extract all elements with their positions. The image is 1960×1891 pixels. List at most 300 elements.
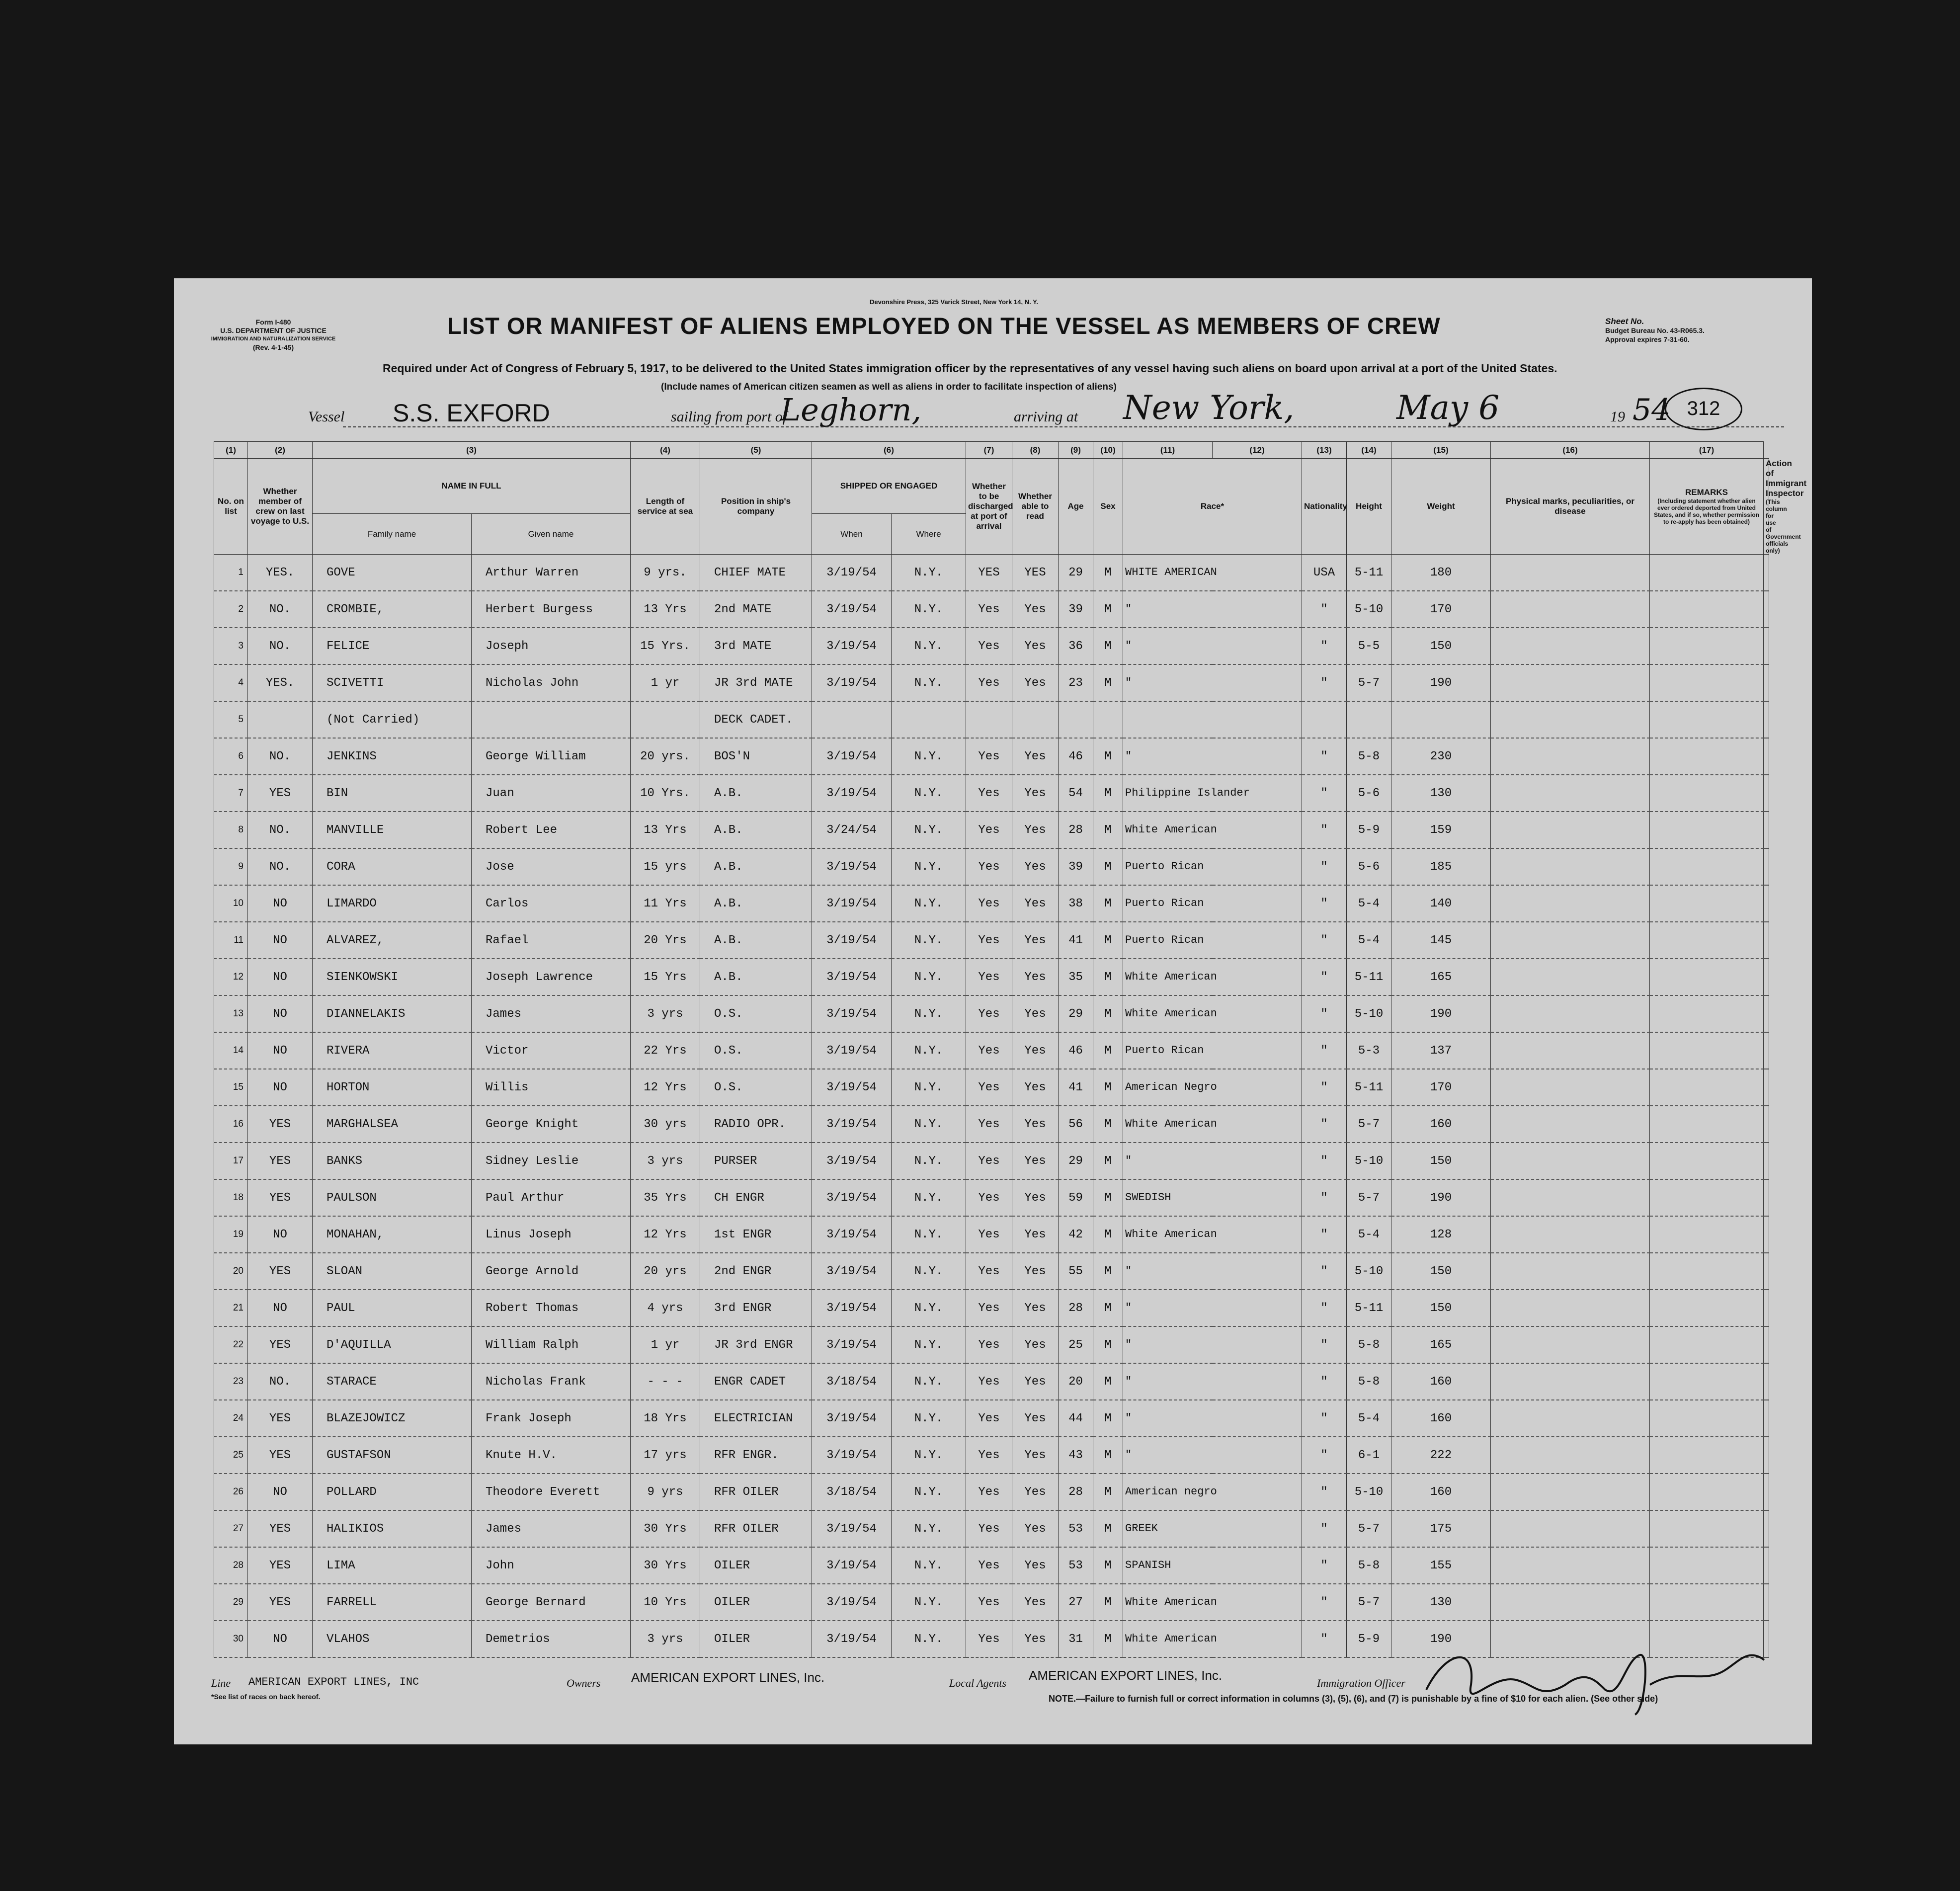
age-cell	[1059, 701, 1093, 738]
shipped-when-cell: 3/19/54	[812, 664, 892, 701]
race-cell: Puerto Rican	[1123, 922, 1302, 959]
last-voyage-cell: NO	[248, 885, 313, 922]
action-cell	[1764, 628, 1769, 664]
remarks-cell	[1650, 1253, 1764, 1290]
physical-cell	[1491, 922, 1650, 959]
action-cell	[1764, 701, 1769, 738]
weight-cell: 150	[1391, 628, 1491, 664]
service-cell: 3 yrs	[631, 1621, 700, 1657]
remarks-cell	[1650, 922, 1764, 959]
sex-cell: M	[1093, 555, 1123, 591]
age-cell: 28	[1059, 1474, 1093, 1510]
shipped-when-cell: 3/19/54	[812, 1621, 892, 1657]
shipped-when-cell: 3/19/54	[812, 628, 892, 664]
shipped-where-cell: N.Y.	[892, 922, 966, 959]
officer-label: Immigration Officer	[1317, 1677, 1405, 1689]
discharged-cell: Yes	[966, 1584, 1012, 1621]
vessel-underline	[343, 426, 1784, 427]
race-cell: "	[1123, 1253, 1302, 1290]
table-row	[214, 1032, 1769, 1069]
last-voyage-cell: YES	[248, 1253, 313, 1290]
read-cell: Yes	[1012, 1290, 1059, 1326]
remarks-cell	[1650, 995, 1764, 1032]
remarks-cell	[1650, 775, 1764, 812]
physical-cell	[1491, 1069, 1650, 1106]
physical-cell	[1491, 1400, 1650, 1437]
read-cell: Yes	[1012, 1069, 1059, 1106]
nationality-cell: "	[1302, 775, 1347, 812]
colnum-11: (11)	[1123, 442, 1213, 459]
sheet-info	[1605, 317, 1705, 344]
table-row	[214, 1216, 1769, 1253]
shipped-when-cell: 3/19/54	[812, 591, 892, 628]
weight-cell: 140	[1391, 885, 1491, 922]
action-cell	[1764, 555, 1769, 591]
arrival-date: May 6	[1396, 389, 1500, 427]
family-name-cell: SCIVETTI	[313, 664, 472, 701]
weight-cell: 165	[1391, 1326, 1491, 1363]
shipped-where-cell: N.Y.	[892, 1069, 966, 1106]
family-name-cell: POLLARD	[313, 1474, 472, 1510]
discharged-cell: Yes	[966, 1437, 1012, 1474]
service-cell: 35 Yrs	[631, 1179, 700, 1216]
shipped-where-cell: N.Y.	[892, 848, 966, 885]
read-cell: Yes	[1012, 1363, 1059, 1400]
arriving-label: arriving at	[1014, 409, 1078, 425]
table-row	[214, 1253, 1769, 1290]
shipped-when-cell: 3/19/54	[812, 1253, 892, 1290]
position-cell: O.S.	[700, 1032, 812, 1069]
weight-cell: 159	[1391, 812, 1491, 848]
colnum-5: (5)	[700, 442, 812, 459]
read-cell: Yes	[1012, 1510, 1059, 1547]
race-cell: SWEDISH	[1123, 1179, 1302, 1216]
service-cell: - - -	[631, 1363, 700, 1400]
given-name-cell: Carlos	[472, 885, 631, 922]
height-cell: 5-3	[1347, 1032, 1391, 1069]
table-row	[214, 959, 1769, 995]
discharged-cell: Yes	[966, 738, 1012, 775]
remarks-cell	[1650, 1400, 1764, 1437]
family-name-cell: FARRELL	[313, 1584, 472, 1621]
read-cell: Yes	[1012, 1216, 1059, 1253]
read-cell: Yes	[1012, 922, 1059, 959]
nationality-cell: "	[1302, 738, 1347, 775]
row-number: 23	[214, 1363, 248, 1400]
physical-cell	[1491, 885, 1650, 922]
crew-table	[214, 441, 1807, 1658]
shipped-when-cell: 3/19/54	[812, 1584, 892, 1621]
weight-cell: 190	[1391, 1179, 1491, 1216]
age-cell: 39	[1059, 848, 1093, 885]
year-prefix: 19	[1610, 409, 1625, 425]
sex-cell: M	[1093, 1069, 1123, 1106]
col-position: Position in ship's company	[700, 459, 812, 555]
race-cell: Puerto Rican	[1123, 885, 1302, 922]
race-cell: "	[1123, 1143, 1302, 1179]
shipped-where-cell: N.Y.	[892, 775, 966, 812]
shipped-where-cell: N.Y.	[892, 664, 966, 701]
discharged-cell: Yes	[966, 1621, 1012, 1657]
row-number: 8	[214, 812, 248, 848]
col-weight: Weight	[1391, 459, 1491, 555]
race-cell: White American	[1123, 1106, 1302, 1143]
read-cell: Yes	[1012, 775, 1059, 812]
nationality-cell: "	[1302, 1584, 1347, 1621]
read-cell: Yes	[1012, 1143, 1059, 1179]
sex-cell: M	[1093, 1326, 1123, 1363]
last-voyage-cell: YES	[248, 1400, 313, 1437]
position-cell: JR 3rd MATE	[700, 664, 812, 701]
shipped-where-cell: N.Y.	[892, 1474, 966, 1510]
position-cell: RFR ENGR.	[700, 1437, 812, 1474]
race-cell: "	[1123, 664, 1302, 701]
arriving-port: New York,	[1123, 389, 1295, 427]
family-name-cell: LIMA	[313, 1547, 472, 1584]
colnum-17: (17)	[1650, 442, 1764, 459]
row-number: 27	[214, 1510, 248, 1547]
col-family-name: Family name	[313, 514, 472, 555]
owners-label: Owners	[567, 1677, 601, 1689]
sex-cell: M	[1093, 1179, 1123, 1216]
race-cell: White American	[1123, 1621, 1302, 1657]
discharged-cell: YES	[966, 555, 1012, 591]
row-number: 30	[214, 1621, 248, 1657]
shipped-when-cell: 3/19/54	[812, 1179, 892, 1216]
remarks-cell	[1650, 1584, 1764, 1621]
row-number: 21	[214, 1290, 248, 1326]
row-number: 24	[214, 1400, 248, 1437]
race-cell: "	[1123, 1326, 1302, 1363]
given-name-cell: Nicholas John	[472, 664, 631, 701]
age-cell: 29	[1059, 555, 1093, 591]
row-number: 20	[214, 1253, 248, 1290]
sheet-label: Sheet No.	[1605, 317, 1644, 326]
read-cell: Yes	[1012, 1253, 1059, 1290]
race-cell: "	[1123, 1363, 1302, 1400]
sailing-port: Leghorn,	[780, 392, 922, 428]
last-voyage-cell: NO	[248, 922, 313, 959]
table-row	[214, 1584, 1769, 1621]
remarks-cell	[1650, 1547, 1764, 1584]
discharged-cell: Yes	[966, 959, 1012, 995]
position-cell: 2nd MATE	[700, 591, 812, 628]
row-number: 2	[214, 591, 248, 628]
physical-cell	[1491, 738, 1650, 775]
sex-cell: M	[1093, 995, 1123, 1032]
remarks-cell	[1650, 1179, 1764, 1216]
height-cell: 5-9	[1347, 812, 1391, 848]
line-label: Line	[211, 1677, 231, 1689]
line-value: AMERICAN EXPORT LINES, INC	[248, 1676, 419, 1688]
sex-cell	[1093, 701, 1123, 738]
given-name-cell: George William	[472, 738, 631, 775]
shipped-when-cell: 3/19/54	[812, 1547, 892, 1584]
table-row	[214, 738, 1769, 775]
remarks-note: (Including statement whether alien ever ordered deported from United States, and if so, whether permission to re-apply has been obtained)	[1653, 497, 1760, 525]
physical-cell	[1491, 1547, 1650, 1584]
position-cell: O.S.	[700, 1069, 812, 1106]
position-cell: A.B.	[700, 885, 812, 922]
given-name-cell: Linus Joseph	[472, 1216, 631, 1253]
height-cell: 5-8	[1347, 1547, 1391, 1584]
given-name-cell: Theodore Everett	[472, 1474, 631, 1510]
service-cell: 18 Yrs	[631, 1400, 700, 1437]
sex-cell: M	[1093, 812, 1123, 848]
sex-cell: M	[1093, 1032, 1123, 1069]
remarks-cell	[1650, 1290, 1764, 1326]
sex-cell: M	[1093, 591, 1123, 628]
service-cell: 20 yrs	[631, 1253, 700, 1290]
approval-expiry: Approval expires 7-31-60.	[1605, 335, 1690, 343]
colnum-4: (4)	[631, 442, 700, 459]
shipped-when-cell: 3/19/54	[812, 848, 892, 885]
colnum-1: (1)	[214, 442, 248, 459]
last-voyage-cell: NO.	[248, 628, 313, 664]
family-name-cell: RIVERA	[313, 1032, 472, 1069]
row-number: 5	[214, 701, 248, 738]
position-cell: A.B.	[700, 812, 812, 848]
weight-cell: 230	[1391, 738, 1491, 775]
action-title: Action of Immigrant Inspector	[1766, 459, 1807, 498]
table-row	[214, 848, 1769, 885]
weight-cell: 160	[1391, 1400, 1491, 1437]
form-number: Form I-480	[255, 318, 291, 326]
discharged-cell: Yes	[966, 775, 1012, 812]
remarks-cell	[1650, 848, 1764, 885]
table-row	[214, 1400, 1769, 1437]
row-number: 17	[214, 1143, 248, 1179]
remarks-cell	[1650, 591, 1764, 628]
age-cell: 27	[1059, 1584, 1093, 1621]
vessel-name: S.S. EXFORD	[393, 399, 550, 427]
colnum-16: (16)	[1491, 442, 1650, 459]
table-row	[214, 664, 1769, 701]
shipped-where-cell: N.Y.	[892, 628, 966, 664]
read-cell: Yes	[1012, 1106, 1059, 1143]
position-cell: RADIO OPR.	[700, 1106, 812, 1143]
physical-cell	[1491, 1363, 1650, 1400]
given-name-cell: Demetrios	[472, 1621, 631, 1657]
height-cell: 5-10	[1347, 995, 1391, 1032]
colnum-7: (7)	[966, 442, 1012, 459]
weight-cell: 222	[1391, 1437, 1491, 1474]
age-cell: 41	[1059, 1069, 1093, 1106]
physical-cell	[1491, 628, 1650, 664]
nationality-cell: "	[1302, 1363, 1347, 1400]
last-voyage-cell: NO.	[248, 1363, 313, 1400]
family-name-cell: CORA	[313, 848, 472, 885]
family-name-cell: CROMBIE,	[313, 591, 472, 628]
age-cell: 23	[1059, 664, 1093, 701]
height-cell: 5-8	[1347, 1326, 1391, 1363]
races-note: *See list of races on back hereof.	[211, 1693, 321, 1701]
row-number: 22	[214, 1326, 248, 1363]
row-number: 28	[214, 1547, 248, 1584]
discharged-cell: Yes	[966, 1474, 1012, 1510]
remarks-cell	[1650, 555, 1764, 591]
sex-cell: M	[1093, 628, 1123, 664]
shipped-where-cell: N.Y.	[892, 1437, 966, 1474]
service-cell: 17 yrs	[631, 1437, 700, 1474]
weight-cell: 175	[1391, 1510, 1491, 1547]
action-cell	[1764, 775, 1769, 812]
col-nationality: Nationality	[1302, 459, 1347, 555]
height-cell: 5-7	[1347, 664, 1391, 701]
nationality-cell: "	[1302, 1474, 1347, 1510]
shipped-where-cell: N.Y.	[892, 591, 966, 628]
weight-cell: 170	[1391, 1069, 1491, 1106]
remarks-cell	[1650, 1032, 1764, 1069]
age-cell: 53	[1059, 1547, 1093, 1584]
nationality-cell: "	[1302, 1143, 1347, 1179]
position-cell: O.S.	[700, 995, 812, 1032]
read-cell: YES	[1012, 555, 1059, 591]
last-voyage-cell: YES	[248, 1326, 313, 1363]
service-cell: 12 Yrs	[631, 1216, 700, 1253]
nationality-cell: "	[1302, 1400, 1347, 1437]
officer-signature	[1416, 1630, 1774, 1720]
shipped-where-cell: N.Y.	[892, 555, 966, 591]
sex-cell: M	[1093, 1290, 1123, 1326]
race-cell: "	[1123, 628, 1302, 664]
discharged-cell: Yes	[966, 591, 1012, 628]
table-body	[214, 555, 1769, 1658]
discharged-cell: Yes	[966, 812, 1012, 848]
shipped-when-cell: 3/19/54	[812, 738, 892, 775]
shipped-when-cell: 3/19/54	[812, 1106, 892, 1143]
height-cell: 5-4	[1347, 922, 1391, 959]
shipped-when-cell: 3/19/54	[812, 922, 892, 959]
shipped-when-cell: 3/19/54	[812, 555, 892, 591]
family-name-cell: LIMARDO	[313, 885, 472, 922]
remarks-cell	[1650, 885, 1764, 922]
action-cell	[1764, 1584, 1769, 1621]
age-cell: 43	[1059, 1437, 1093, 1474]
colnum-2: (2)	[248, 442, 313, 459]
race-cell: American negro	[1123, 1474, 1302, 1510]
given-name-cell: Arthur Warren	[472, 555, 631, 591]
col-height: Height	[1347, 459, 1391, 555]
colnum-8: (8)	[1012, 442, 1059, 459]
sex-cell: M	[1093, 1106, 1123, 1143]
form-id-block	[209, 318, 338, 352]
nationality-cell: "	[1302, 1326, 1347, 1363]
colnum-13: (13)	[1302, 442, 1347, 459]
shipped-where-cell: N.Y.	[892, 1216, 966, 1253]
remarks-cell	[1650, 959, 1764, 995]
table-row	[214, 628, 1769, 664]
discharged-cell: Yes	[966, 1143, 1012, 1179]
family-name-cell: MARGHALSEA	[313, 1106, 472, 1143]
weight-cell: 130	[1391, 775, 1491, 812]
row-number: 12	[214, 959, 248, 995]
discharged-cell: Yes	[966, 1290, 1012, 1326]
service-cell: 20 Yrs	[631, 922, 700, 959]
nationality-cell: "	[1302, 1547, 1347, 1584]
remarks-cell	[1650, 1363, 1764, 1400]
last-voyage-cell: NO	[248, 1069, 313, 1106]
col-race: Race*	[1123, 459, 1302, 555]
family-name-cell: D'AQUILLA	[313, 1326, 472, 1363]
height-cell: 5-4	[1347, 1400, 1391, 1437]
sex-cell: M	[1093, 738, 1123, 775]
table-header	[214, 442, 1807, 555]
physical-cell	[1491, 1510, 1650, 1547]
sex-cell: M	[1093, 775, 1123, 812]
shipped-where-cell: N.Y.	[892, 959, 966, 995]
height-cell	[1347, 701, 1391, 738]
shipped-where-cell: N.Y.	[892, 738, 966, 775]
action-cell	[1764, 1474, 1769, 1510]
row-number: 18	[214, 1179, 248, 1216]
table-row	[214, 1179, 1769, 1216]
budget-number: Budget Bureau No. 43-R065.3.	[1605, 327, 1705, 334]
sex-cell: M	[1093, 1584, 1123, 1621]
height-cell: 5-10	[1347, 1143, 1391, 1179]
physical-cell	[1491, 701, 1650, 738]
weight-cell: 180	[1391, 555, 1491, 591]
nationality-cell: "	[1302, 1106, 1347, 1143]
remarks-cell	[1650, 1216, 1764, 1253]
shipped-when-cell: 3/19/54	[812, 1032, 892, 1069]
age-cell: 46	[1059, 1032, 1093, 1069]
discharged-cell: Yes	[966, 1363, 1012, 1400]
table-row	[214, 1437, 1769, 1474]
agents-value: AMERICAN EXPORT LINES, Inc.	[1029, 1668, 1223, 1683]
last-voyage-cell: YES	[248, 1510, 313, 1547]
row-number: 9	[214, 848, 248, 885]
given-name-cell: Jose	[472, 848, 631, 885]
service-cell: 9 yrs.	[631, 555, 700, 591]
read-cell: Yes	[1012, 591, 1059, 628]
age-cell: 35	[1059, 959, 1093, 995]
shipped-when-cell	[812, 701, 892, 738]
nationality-cell: "	[1302, 959, 1347, 995]
sex-cell: M	[1093, 1400, 1123, 1437]
last-voyage-cell: NO	[248, 1474, 313, 1510]
table-row	[214, 885, 1769, 922]
last-voyage-cell: NO.	[248, 812, 313, 848]
position-cell: CHIEF MATE	[700, 555, 812, 591]
sex-cell: M	[1093, 664, 1123, 701]
shipped-where-cell: N.Y.	[892, 1290, 966, 1326]
action-cell	[1764, 1510, 1769, 1547]
physical-cell	[1491, 775, 1650, 812]
discharged-cell: Yes	[966, 1106, 1012, 1143]
given-name-cell: John	[472, 1547, 631, 1584]
family-name-cell: PAUL	[313, 1290, 472, 1326]
shipped-when-cell: 3/19/54	[812, 775, 892, 812]
sex-cell: M	[1093, 1474, 1123, 1510]
height-cell: 5-10	[1347, 1253, 1391, 1290]
given-name-cell: Herbert Burgess	[472, 591, 631, 628]
given-name-cell: George Bernard	[472, 1584, 631, 1621]
position-cell: 3rd MATE	[700, 628, 812, 664]
given-name-cell: James	[472, 995, 631, 1032]
last-voyage-cell: YES.	[248, 555, 313, 591]
colnum-6: (6)	[812, 442, 966, 459]
height-cell: 5-11	[1347, 1069, 1391, 1106]
weight-cell: 130	[1391, 1584, 1491, 1621]
remarks-cell	[1650, 1106, 1764, 1143]
remarks-cell	[1650, 1474, 1764, 1510]
shipped-where-cell: N.Y.	[892, 1032, 966, 1069]
service-cell: 9 yrs	[631, 1474, 700, 1510]
row-number: 16	[214, 1106, 248, 1143]
discharged-cell: Yes	[966, 628, 1012, 664]
row-number: 25	[214, 1437, 248, 1474]
